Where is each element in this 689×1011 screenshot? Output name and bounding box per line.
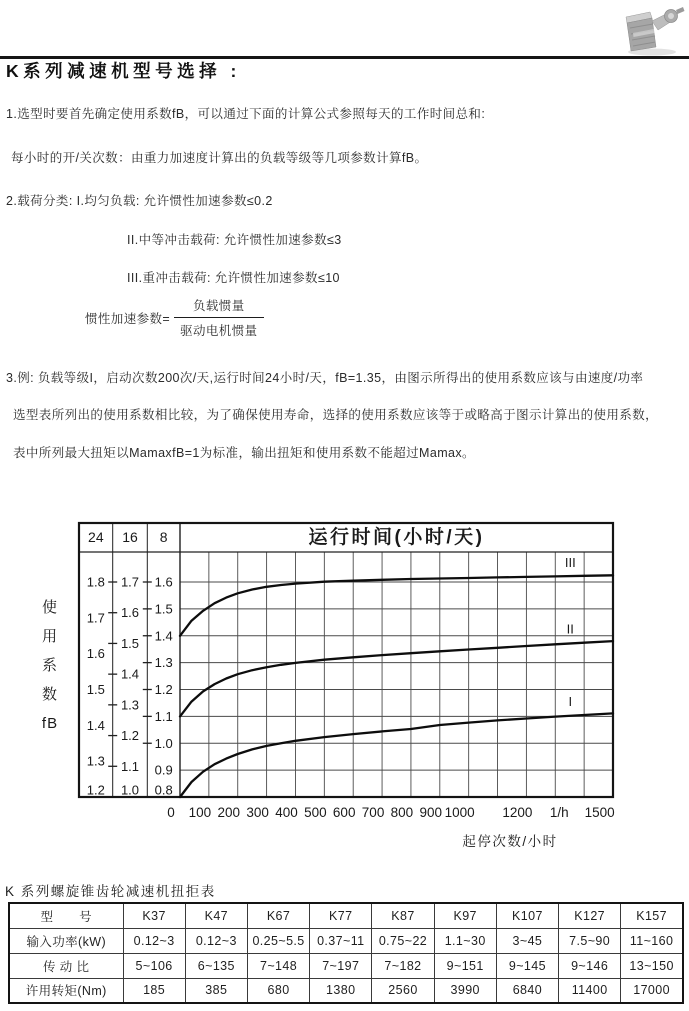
- fb-scale-value: 1.0: [154, 735, 173, 751]
- photo-shaft-end: [668, 13, 674, 19]
- table-header-row: [9, 903, 683, 928]
- value-cell: 17000: [621, 978, 683, 1003]
- value-cell: 5~106: [123, 953, 185, 978]
- value-cell: 680: [247, 978, 309, 1003]
- photo-shaft: [676, 7, 685, 14]
- y-axis-label: 系: [41, 657, 59, 674]
- value-cell: 2560: [372, 978, 434, 1003]
- fb-scale-value: 0.9: [154, 762, 173, 778]
- x-tick-label: 900: [419, 805, 443, 820]
- model-header-cell: K87: [372, 903, 434, 928]
- paragraph-load-classification: 2.载荷分类: I.均匀负载: 允许惯性加速参数≤0.2: [6, 194, 273, 208]
- fb-scale-value: 1.1: [120, 758, 140, 774]
- curve-label-I: I: [568, 694, 573, 710]
- value-cell: 0.75~22: [372, 928, 434, 953]
- model-header-cell: K157: [621, 903, 683, 928]
- x-tick-label: 300: [246, 805, 269, 820]
- formula-lhs: 惯性加速参数=: [85, 311, 171, 326]
- y-axis-label: 用: [41, 628, 59, 645]
- paragraph-example-line3: 表中所列最大扭矩以MamaxfB=1为标准，输出扭矩和使用系数不能超过Mamax。: [13, 446, 475, 460]
- value-cell: 9~145: [496, 953, 558, 978]
- x-tick-label: 800: [390, 805, 414, 820]
- row-label-cell: 许用转矩(Nm): [9, 978, 123, 1003]
- hours-per-day-header: 16: [122, 529, 138, 545]
- x-tick-label: 100: [188, 805, 212, 820]
- fb-scale-value: 1.4: [86, 717, 105, 733]
- y-axis-label: 使: [41, 599, 59, 616]
- chart-title: 运行时间(小时/天): [308, 527, 485, 548]
- value-cell: 0.12~3: [123, 928, 185, 953]
- x-tick-label: 700: [361, 805, 385, 820]
- x-tick-label: 1200: [502, 805, 533, 820]
- paragraph-load-class-3: III.重冲击载荷: 允许惯性加速参数≤10: [127, 271, 340, 285]
- model-header-cell: K37: [123, 903, 185, 928]
- gearbox-product-photo: [620, 3, 686, 58]
- value-cell: 6~135: [185, 953, 247, 978]
- hours-per-day-header: 24: [88, 529, 104, 545]
- fb-scale-value: 1.2: [86, 782, 105, 798]
- fb-scale-value: 1.7: [120, 574, 140, 590]
- value-cell: 185: [123, 978, 185, 1003]
- value-cell: 7~148: [247, 953, 309, 978]
- x-tick-label: 600: [332, 805, 356, 820]
- service-factor-chart: [0, 505, 689, 865]
- value-cell: 7~197: [310, 953, 372, 978]
- value-cell: 9~151: [434, 953, 496, 978]
- fb-scale-value: 1.6: [154, 574, 173, 590]
- paragraph-example-line1: 3.例: 负载等级I，启动次数200次/天,运行时间24小时/天，fB=1.35，由图示所得出的使用系数应该与由速度/功率: [6, 371, 644, 385]
- value-cell: 1380: [310, 978, 372, 1003]
- fb-scale-value: 1.1: [154, 708, 173, 724]
- value-cell: 0.25~5.5: [247, 928, 309, 953]
- fb-scale-value: 1.3: [154, 655, 173, 671]
- curve-label-II: II: [566, 621, 574, 637]
- fb-scale-value: 1.5: [86, 682, 105, 697]
- torque-table: [8, 902, 684, 1004]
- x-tick-label: 1500: [584, 805, 615, 820]
- torque-table-title: K 系列螺旋锥齿轮减速机扭拒表: [5, 884, 216, 899]
- fb-scale-value: 1.2: [154, 682, 173, 697]
- model-header-cell: K67: [247, 903, 309, 928]
- fb-scale-value: 1.4: [154, 628, 173, 644]
- formula-numerator: 负载惯量: [193, 299, 245, 313]
- x-unit-label: 1/h: [549, 805, 569, 820]
- fb-scale-value: 1.5: [154, 601, 173, 617]
- value-cell: 13~150: [621, 953, 683, 978]
- table-row: [9, 928, 683, 953]
- value-cell: 11400: [559, 978, 621, 1003]
- paragraph-selection-step1: 1.选型时要首先确定使用系数fB，可以通过下面的计算公式参照每天的工作时间总和:: [6, 107, 486, 121]
- model-header-cell: K107: [496, 903, 558, 928]
- curve-I: [180, 713, 613, 797]
- formula-denominator: 驱动电机惯量: [180, 324, 258, 338]
- x-tick-label: 500: [304, 805, 327, 820]
- curve-II: [180, 641, 613, 716]
- value-cell: 6840: [496, 978, 558, 1003]
- fb-scale-value: 1.6: [86, 646, 105, 662]
- curve-III: [180, 575, 613, 636]
- table-row: [9, 953, 683, 978]
- value-cell: 385: [185, 978, 247, 1003]
- value-cell: 3~45: [496, 928, 558, 953]
- page-title: K系列减速机型号选择 :: [6, 61, 241, 81]
- model-header-cell: K97: [434, 903, 496, 928]
- fb-scale-value: 1.7: [86, 610, 105, 626]
- curve-label-III: III: [564, 554, 576, 570]
- paragraph-load-class-2: II.中等冲击载荷: 允许惯性加速参数≤3: [127, 233, 342, 247]
- paragraph-example-line2: 选型表所列出的使用系数相比较，为了确保使用寿命，选择的使用系数应该等于或略高于图示计算出的使用系数，: [13, 408, 659, 422]
- value-cell: 1.1~30: [434, 928, 496, 953]
- value-cell: 3990: [434, 978, 496, 1003]
- value-cell: 0.37~11: [310, 928, 372, 953]
- fb-scale-value: 1.8: [86, 574, 105, 590]
- fb-scale-value: 1.6: [120, 605, 140, 621]
- value-cell: 9~146: [559, 953, 621, 978]
- x-axis-caption: 起停次数/小时: [462, 834, 558, 849]
- x-tick-label: 0: [167, 805, 175, 820]
- x-tick-label: 1000: [444, 805, 475, 820]
- fb-scale-value: 1.0: [120, 782, 140, 798]
- paragraph-switching-frequency: 每小时的开/关次数：由重力加速度计算出的负载等级等几项参数计算fB。: [11, 151, 428, 165]
- row-label-cell: 型 号: [9, 903, 123, 928]
- fb-scale-value: 1.3: [120, 697, 140, 713]
- model-header-cell: K127: [559, 903, 621, 928]
- value-cell: 7.5~90: [559, 928, 621, 953]
- x-tick-label: 400: [275, 805, 298, 820]
- value-cell: 0.12~3: [185, 928, 247, 953]
- inertia-acceleration-formula: [85, 296, 264, 339]
- table-row: [9, 978, 683, 1003]
- hours-per-day-header: 8: [159, 529, 168, 545]
- value-cell: 11~160: [621, 928, 683, 953]
- model-header-cell: K77: [310, 903, 372, 928]
- formula-fraction: [174, 296, 263, 339]
- value-cell: 7~182: [372, 953, 434, 978]
- row-label-cell: 传 动 比: [9, 953, 123, 978]
- fb-scale-value: 1.2: [120, 728, 140, 744]
- row-label-cell: 输入功率(kW): [9, 928, 123, 953]
- x-tick-label: 200: [217, 805, 240, 820]
- model-header-cell: K47: [185, 903, 247, 928]
- fb-scale-value: 1.3: [86, 753, 105, 769]
- fb-scale-value: 1.4: [120, 666, 140, 682]
- y-axis-label: fB: [41, 715, 59, 732]
- fb-scale-value: 1.5: [120, 635, 140, 651]
- y-axis-label: 数: [41, 686, 59, 703]
- fb-scale-value: 0.8: [154, 782, 173, 798]
